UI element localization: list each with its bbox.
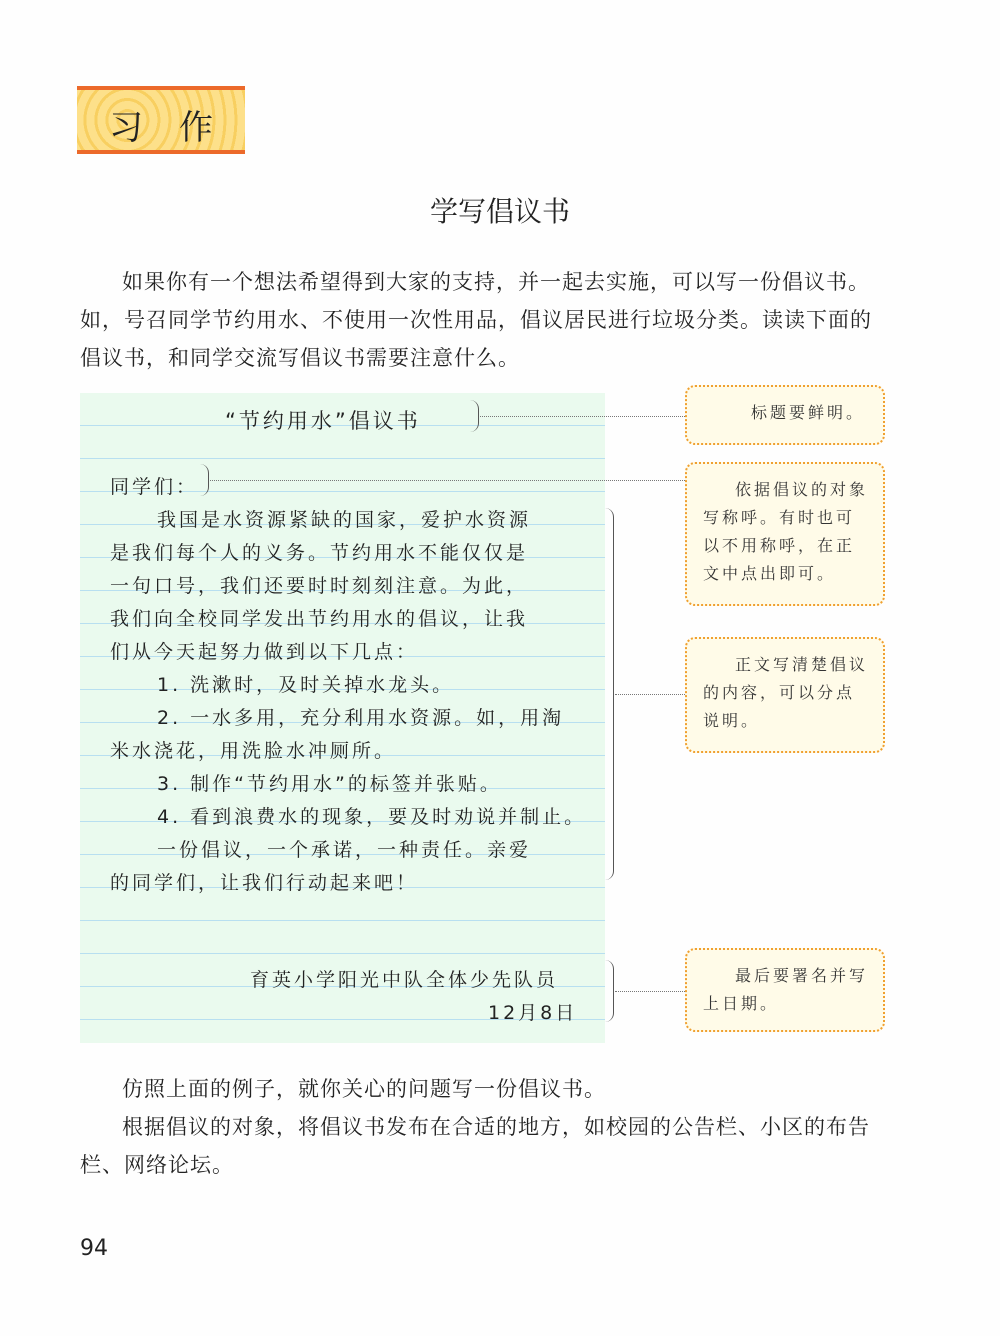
letter-line: 米水浇花，用洗脸水冲厕所。: [110, 740, 397, 762]
letter-line: 一句口号，我们还要时时刻刻注意。为此，: [110, 575, 529, 597]
task-2: 根据倡议的对象，将倡议书发布在合适的地方，如校园的公告栏、小区的布告栏、网络论坛。: [80, 1115, 870, 1177]
connector-line: [615, 991, 685, 992]
letter-heading: “节约用水”倡议书: [225, 409, 421, 433]
badge-char: 作: [179, 108, 213, 148]
badge-char: 习: [109, 108, 143, 148]
page-number: 94: [80, 1236, 108, 1261]
salutation-brace: [200, 464, 209, 496]
signature-brace: [605, 960, 614, 1022]
letter-line: 4. 看到浪费水的现象，要及时劝说并制止。: [157, 806, 587, 828]
connector-line: [615, 694, 685, 695]
section-badge: [77, 86, 245, 154]
connector-line: [210, 480, 685, 481]
body-brace: [605, 508, 614, 880]
note-signature: 最后要署名并写上日期。: [685, 948, 885, 1032]
letter-line: 1. 洗漱时，及时关掉水龙头。: [157, 674, 455, 696]
connector-line: [480, 416, 685, 417]
letter-line: 一份倡议，一个承诺，一种责任。亲爱: [157, 839, 532, 861]
letter-signature: 育英小学阳光中队全体少先队员: [250, 969, 559, 991]
letter-line: 我国是水资源紧缺的国家，爱护水资源: [157, 509, 532, 531]
letter-line: 们从今天起努力做到以下几点：: [110, 641, 419, 663]
letter-date: 12月8日: [488, 1002, 578, 1024]
note-salutation: 依据倡议的对象写称呼。有时也可以不用称呼，在正文中点出即可。: [685, 462, 885, 606]
letter-line: 是我们每个人的义务。节约用水不能仅仅是: [110, 542, 529, 564]
letter-line: 3. 制作“节约用水”的标签并张贴。: [157, 773, 502, 795]
letter-line: 2. 一水多用，充分利用水资源。如，用淘: [157, 707, 565, 729]
letter-line: 的同学们，让我们行动起来吧！: [110, 872, 419, 894]
page-title: 学写倡议书: [429, 195, 570, 228]
heading-brace: [470, 400, 479, 432]
intro-paragraph: 如果你有一个想法希望得到大家的支持，并一起去实施，可以写一份倡议书。如，号召同学节约用水、不使用一次性用品，倡议居民进行垃圾分类。读读下面的倡议书，和同学交流写倡议书需要注意什么。: [80, 270, 872, 370]
note-body: 正文写清楚倡议的内容，可以分点说明。: [685, 637, 885, 753]
task-1: 仿照上面的例子，就你关心的问题写一份倡议书。: [122, 1077, 606, 1101]
letter-line: 我们向全校同学发出节约用水的倡议，让我: [110, 608, 529, 630]
letter-salutation: 同学们：: [110, 476, 199, 498]
note-title: 标题要鲜明。: [685, 385, 885, 445]
